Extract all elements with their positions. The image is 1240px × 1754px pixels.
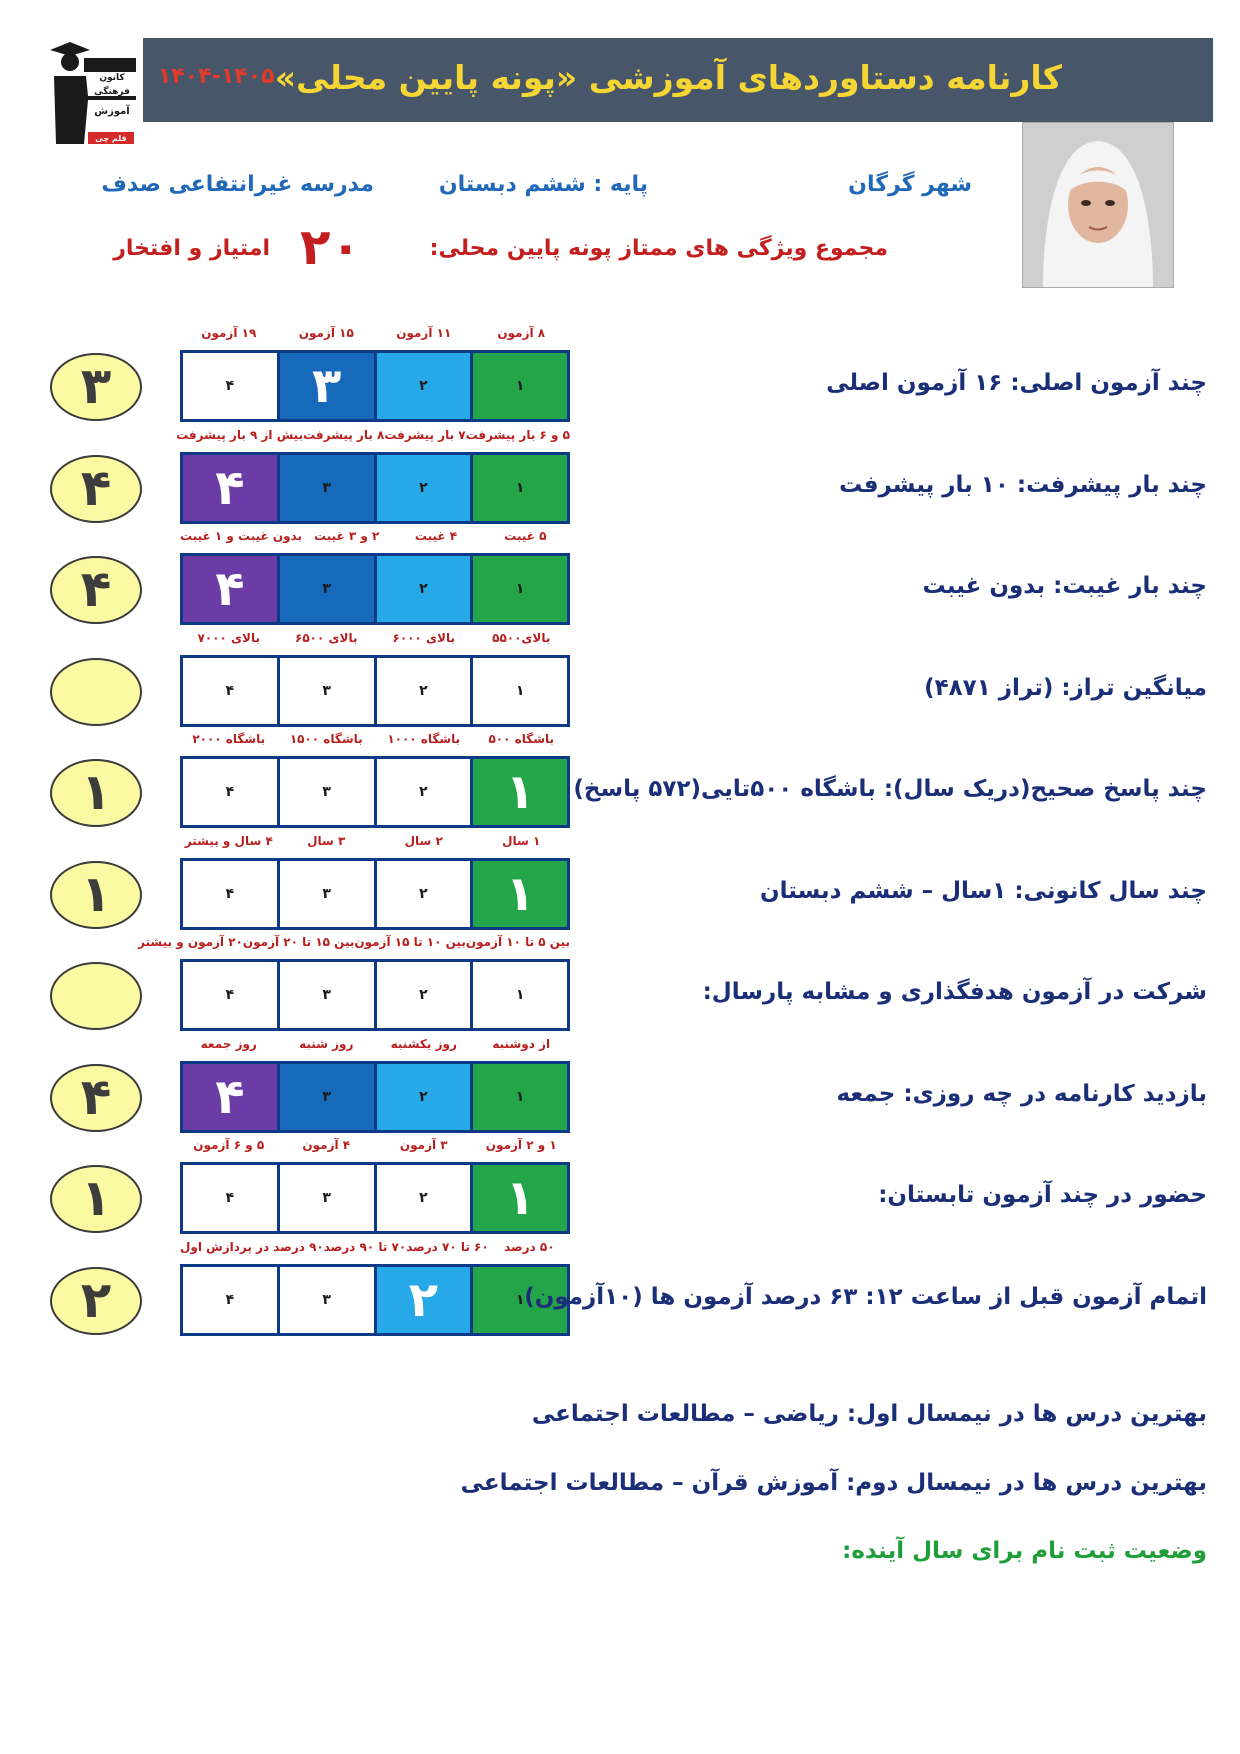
level-cell: ۲ — [377, 556, 471, 622]
score-oval: ۴ — [50, 556, 142, 624]
level-caption: از دوشنبه — [492, 1037, 551, 1051]
level-cell: ۴ — [183, 556, 277, 622]
level-cell: ۴ — [183, 1064, 277, 1130]
level-caption: ۲ و ۳ غیبت — [314, 529, 380, 543]
level-cell: ۱ — [473, 1165, 567, 1231]
criterion-label: چند آزمون اصلی: ۱۶ آزمون اصلی — [826, 370, 1207, 396]
level-cell: ۳ — [280, 759, 374, 825]
level-caption: بالای ۶۰۰۰ — [392, 631, 455, 645]
level-caption: ۶۰ تا ۷۰ درصد — [406, 1240, 489, 1254]
level-cell: ۲ — [377, 658, 471, 724]
level-caption: باشگاه ۲۰۰۰ — [192, 732, 266, 746]
criterion-label: حضور در چند آزمون تابستان: — [878, 1182, 1207, 1208]
row-captions — [180, 732, 570, 752]
row-captions — [180, 1037, 570, 1057]
level-caption: باشگاه ۱۰۰۰ — [387, 732, 461, 746]
level-caption: باشگاه ۵۰۰ — [488, 732, 555, 746]
level-cell: ۲ — [377, 861, 471, 927]
level-caption: ۵ و ۶ بار پیشرفت — [465, 428, 570, 442]
level-caption: بالای ۷۰۰۰ — [197, 631, 260, 645]
level-grid — [180, 756, 570, 828]
score-oval: ۲ — [50, 1267, 142, 1335]
score-oval: ۱ — [50, 759, 142, 827]
level-cell: ۴ — [183, 1165, 277, 1231]
level-grid — [180, 553, 570, 625]
level-caption: بین ۱۵ تا ۲۰ آزمون — [242, 935, 355, 949]
criterion-label: شرکت در آزمون هدفگذاری و مشابه پارسال: — [702, 979, 1207, 1005]
level-caption: بالای ۶۵۰۰ — [295, 631, 358, 645]
total-label: مجموع ویژگی های ممتاز پونه پایین محلی: — [429, 236, 888, 261]
level-cell: ۴ — [183, 658, 277, 724]
level-grid — [180, 452, 570, 524]
score-oval — [50, 962, 142, 1030]
level-caption: روز شنبه — [299, 1037, 354, 1051]
level-caption: ۲۰ آزمون و بیشتر — [138, 935, 243, 949]
level-grid — [180, 655, 570, 727]
level-caption: روز یکشنبه — [390, 1037, 457, 1051]
level-cell: ۲ — [377, 1165, 471, 1231]
level-cell: ۲ — [377, 759, 471, 825]
student-photo — [1022, 122, 1174, 288]
level-cell: ۴ — [183, 455, 277, 521]
level-caption: ۱ سال — [502, 834, 541, 848]
level-grid — [180, 1264, 570, 1336]
level-caption: بین ۵ تا ۱۰ آزمون — [465, 935, 570, 949]
level-cell: ۲ — [377, 455, 471, 521]
level-grid — [180, 1162, 570, 1234]
level-caption: ۴ سال و بیشتر — [184, 834, 273, 848]
criterion-label: چند بار غیبت: بدون غیبت — [922, 573, 1207, 599]
score-oval: ۱ — [50, 861, 142, 929]
total-value: ۲۰ — [300, 218, 362, 276]
level-cell: ۱ — [473, 353, 567, 419]
level-cell: ۲ — [377, 1064, 471, 1130]
level-caption: ۳ سال — [307, 834, 346, 848]
level-cell: ۲ — [377, 1267, 471, 1333]
level-cell: ۱ — [473, 658, 567, 724]
criterion-label: اتمام آزمون قبل از ساعت ۱۲: ۶۳ درصد آزمون ها (۱۰آزمون) — [524, 1284, 1207, 1310]
level-cell: ۳ — [280, 556, 374, 622]
level-caption: ۵۰ درصد — [504, 1240, 555, 1254]
level-cell: ۴ — [183, 353, 277, 419]
level-cell: ۳ — [280, 455, 374, 521]
level-cell: ۳ — [280, 1267, 374, 1333]
level-cell: ۴ — [183, 759, 277, 825]
best-subjects-first-term: بهترین درس ها در نیمسال اول: ریاضی – مطالعات اجتماعی — [531, 1401, 1207, 1427]
level-caption: ۵ غیبت — [504, 529, 547, 543]
level-caption: ۱ و ۲ آزمون — [485, 1138, 557, 1152]
level-caption: ۸ بار پیشرفت — [303, 428, 385, 442]
level-cell: ۱ — [473, 759, 567, 825]
level-cell: ۳ — [280, 658, 374, 724]
level-cell: ۳ — [280, 353, 374, 419]
level-grid — [180, 858, 570, 930]
best-subjects-second-term: بهترین درس ها در نیمسال دوم: آموزش قرآن – مطالعات اجتماعی — [460, 1470, 1207, 1496]
score-oval: ۴ — [50, 1064, 142, 1132]
score-oval: ۴ — [50, 455, 142, 523]
level-cell: ۳ — [280, 962, 374, 1028]
level-caption: ۲ سال — [404, 834, 443, 848]
level-cell: ۱ — [473, 861, 567, 927]
level-caption: ۷۰ تا ۹۰ درصد — [323, 1240, 407, 1254]
logo-text-4: قلم چی — [95, 134, 127, 143]
logo-text-1: کانون — [99, 73, 125, 83]
row-captions — [180, 1138, 570, 1158]
level-cell: ۱ — [473, 962, 567, 1028]
level-caption: ۷ بار پیشرفت — [384, 428, 466, 442]
report-years: ۱۴۰۴-۱۴۰۵ — [158, 64, 275, 89]
level-caption: ۴ آزمون — [302, 1138, 351, 1152]
level-grid — [180, 1061, 570, 1133]
score-oval: ۳ — [50, 353, 142, 421]
level-cell: ۲ — [377, 962, 471, 1028]
level-cell: ۴ — [183, 962, 277, 1028]
level-cell: ۳ — [280, 861, 374, 927]
row-captions — [138, 935, 570, 955]
criterion-label: چند پاسخ صحیح(دریک سال): باشگاه ۵۰۰تایی(۵۷۲ پاسخ) — [573, 776, 1207, 802]
level-caption: ۳ آزمون — [399, 1138, 448, 1152]
logo-text-2: فرهنگی — [94, 87, 130, 97]
level-cell: ۲ — [377, 353, 471, 419]
level-cell: ۳ — [280, 1064, 374, 1130]
level-grid — [180, 350, 570, 422]
score-oval — [50, 658, 142, 726]
level-cell: ۱ — [473, 1267, 567, 1333]
level-cell: ۱ — [473, 556, 567, 622]
level-caption: ۱۱ آزمون — [396, 326, 452, 340]
total-suffix: امتیاز و افتخار — [113, 236, 270, 261]
student-grade: پایه : ششم دبستان — [438, 172, 648, 197]
level-caption: بین ۱۰ تا ۱۵ آزمون — [354, 935, 466, 949]
level-cell: ۱ — [473, 1064, 567, 1130]
level-caption: بالای۵۵۰۰ — [492, 631, 551, 645]
logo-text-3: آموزش — [94, 106, 130, 117]
level-cell: ۱ — [473, 455, 567, 521]
row-captions — [180, 326, 570, 346]
report-title: کارنامه دستاوردهای آموزشی «پونه پایین محلی» — [274, 58, 1062, 97]
row-captions — [180, 631, 570, 651]
level-caption: ۱۹ آزمون — [201, 326, 257, 340]
level-cell: ۴ — [183, 861, 277, 927]
kanoon-logo — [44, 36, 136, 152]
student-city: شهر گرگان — [848, 172, 972, 197]
student-school: مدرسه غیرانتفاعی صدف — [101, 172, 374, 197]
level-caption: ۹۰ درصد در پردازش اول — [180, 1240, 324, 1254]
level-caption: ۱۵ آزمون — [298, 326, 354, 340]
score-oval: ۱ — [50, 1165, 142, 1233]
level-cell: ۴ — [183, 1267, 277, 1333]
level-caption: ۵ و ۶ آزمون — [193, 1138, 265, 1152]
level-cell: ۳ — [280, 1165, 374, 1231]
level-caption: بدون غیبت و ۱ غیبت — [179, 529, 303, 543]
level-grid — [180, 959, 570, 1031]
row-captions — [176, 428, 570, 448]
criterion-label: میانگین تراز: (تراز ۴۸۷۱) — [924, 675, 1207, 701]
row-captions — [180, 1240, 570, 1260]
criterion-label: چند بار پیشرفت: ۱۰ بار پیشرفت — [839, 472, 1207, 498]
row-captions — [180, 529, 570, 549]
criterion-label: بازدید کارنامه در چه روزی: جمعه — [836, 1081, 1207, 1107]
level-caption: باشگاه ۱۵۰۰ — [289, 732, 363, 746]
level-caption: ۸ آزمون — [497, 326, 546, 340]
level-caption: بیش از ۹ بار پیشرفت — [176, 428, 304, 442]
criterion-label: چند سال کانونی: ۱سال – ششم دبستان — [760, 878, 1207, 904]
level-caption: ۴ غیبت — [414, 529, 458, 543]
level-caption: روز جمعه — [200, 1037, 257, 1051]
next-year-registration: وضعیت ثبت نام برای سال آینده: — [842, 1538, 1207, 1564]
row-captions — [180, 834, 570, 854]
